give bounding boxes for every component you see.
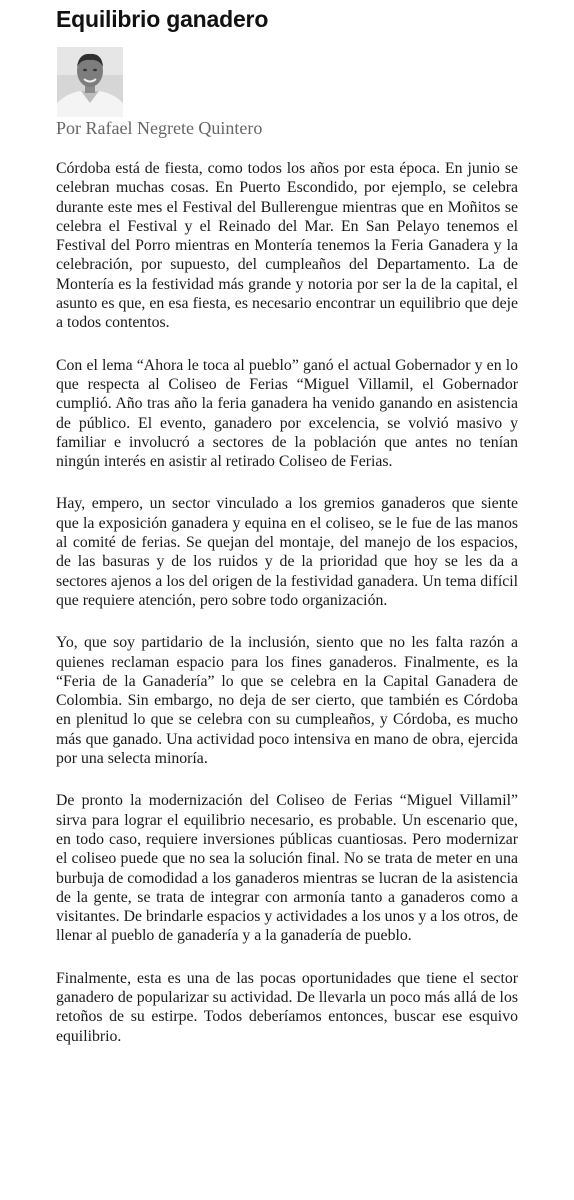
paragraph: Con el lema “Ahora le toca al pueblo” ganó el actual Gobernador y en lo que respecta al Coliseo de Ferias “Miguel Villamil, el Gobernador cumplió. Año tras año la feria ganadera ha venido ganando en asistencia de público. El evento, ganadero por excelencia, se volvió masivo y familiar e involucró a sectores de la población que antes no tenían ningún interés en asistir al retirado Coliseo de Ferias.: [56, 356, 518, 471]
paragraph: Finalmente, esta es una de las pocas oportunidades que tiene el sector ganadero de popularizar su actividad. De llevarla un poco más allá de los retoños de su estirpe. Todos deberíamos entonces, buscar ese esquivo equilibrio.: [56, 969, 518, 1045]
paragraph: Hay, empero, un sector vinculado a los gremios ganaderos que siente que la exposición ganadera y equina en el coliseo, se le fue de las manos al comité de ferias. Se quejan del montaje, del manejo de los espacios, de las basuras y de los ruidos y de la prioridad que hoy se les da a sectores ajenos a los del origen de la festividad ganadera. Un tema difícil que requiere atención, pero sobre todo organización.: [56, 495, 518, 609]
article-title: Equilibrio ganadero: [56, 6, 269, 32]
paragraph: Córdoba está de fiesta, como todos los años por esta época. En junio se celebran muchas cosas. En Puerto Escondido, por ejemplo, se celebra durante este mes el Festival del Bullerengue mientras que en Moñitos se celebra el Festival y el Reinado del Mar. En San Pelayo tenemos el Festival del Porro mientras en Montería tenemos la Feria Ganadera y la celebración, por supuesto, del cumpleaños del Departamento. La de Montería es la festividad más grande y notoria por ser la de la capital, el asunto es que, en esa fiesta, es necesario encontrar un equilibrio que deje a todos contentos.: [56, 160, 518, 332]
author-photo: [57, 47, 123, 117]
author-byline: Por Rafael Negrete Quintero: [56, 118, 263, 138]
paragraph: De pronto la modernización del Coliseo de Ferias “Miguel Villamil” sirva para lograr el equilibrio necesario, es probable. Un escenario que, en todo caso, requiere inversiones públicas cuantiosas. Pero modernizar el coliseo puede que no sea la solución final. No se trata de meter en una burbuja de comodidad a los ganaderos mientras se lucran de la asistencia de la gente, se trata de integrar con armonía tanto a ganaderos como a visitantes. De brindarle espacios y actividades a los unos y a los otros, de llenar al pueblo de ganadería y a la ganadería de pueblo.: [56, 792, 518, 945]
paragraph: Yo, que soy partidario de la inclusión, siento que no les falta razón a quienes reclaman espacio para los fines ganaderos. Finalmente, es la “Feria de la Ganadería” lo que se celebra en la Capital Ganadera de Colombia. Sin embargo, no deja de ser cierto, que también es Córdoba en plenitud lo que se celebra con su cumpleaños, y Córdoba, es mucho más que ganado. Una actividad poco intensiva en mano de obra, ejercida por una selecta minoría.: [56, 634, 518, 768]
article-body: [56, 159, 518, 1069]
